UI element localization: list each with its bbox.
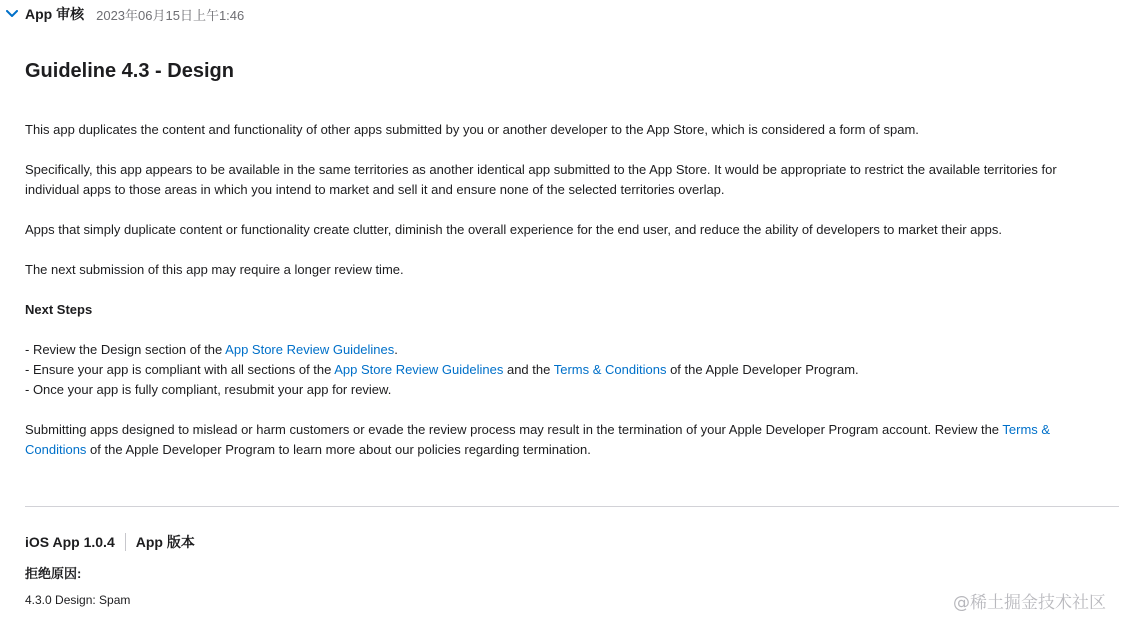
watermark: @稀土掘金技术社区 [953, 593, 1106, 613]
step-3: - Once your app is fully compliant, resubmit your app for review. [25, 382, 392, 397]
review-message [25, 120, 1120, 480]
app-review-header[interactable] [5, 4, 244, 24]
warning-line-2 [25, 440, 1120, 460]
step-2 [25, 360, 1120, 380]
header-date: 2023年06月15日上午1:46 [96, 7, 245, 23]
warning-suffix: of the Apple Developer Program to learn more about our policies regarding termination. [86, 442, 591, 457]
step-2-suffix: of the Apple Developer Program. [666, 362, 859, 377]
terms-conditions-link-2[interactable]: Terms & [1002, 422, 1051, 437]
paragraph-review-time: The next submission of this app may require a longer review time. [25, 262, 404, 277]
page-title: Guideline 4.3 - Design [25, 60, 234, 82]
header-title: App 审核 [25, 6, 85, 22]
next-steps-heading: Next Steps [25, 302, 93, 317]
paragraph-warning [25, 420, 1120, 460]
paragraph-spam: This app duplicates the content and functionality of other apps submitted by you or another developer to the App Store, which is considered a form of spam. [25, 122, 919, 137]
app-store-review-guidelines-link-2[interactable]: App Store Review Guidelines [334, 362, 504, 377]
next-steps-list [25, 340, 1120, 400]
step-2-middle: and the [503, 362, 554, 377]
paragraph-territories-line-1: Specifically, this app appears to be available in the same territories as another identical app submitted to the App Store. It would be appropriate to restrict the available territories for [25, 162, 1057, 177]
app-store-review-guidelines-link[interactable]: App Store Review Guidelines [225, 342, 395, 357]
chevron-down-icon[interactable] [5, 7, 19, 21]
app-version-label: App 版本 [135, 534, 195, 550]
step-1 [25, 340, 1120, 360]
rejection-reason-label: 拒绝原因: [25, 566, 82, 581]
app-version: iOS App 1.0.4 [25, 534, 115, 550]
app-version-row [25, 532, 195, 552]
paragraph-clutter: Apps that simply duplicate content or functionality create clutter, diminish the overall experience for the end user, and reduce the ability of developers to market their apps. [25, 222, 1002, 237]
step-1-suffix: . [394, 342, 398, 357]
section-divider [25, 506, 1119, 507]
rejection-reason-value: 4.3.0 Design: Spam [25, 593, 131, 607]
terms-conditions-link-2-continued[interactable]: Conditions [25, 442, 87, 457]
step-2-prefix: - Ensure your app is compliant with all sections of the [25, 362, 335, 377]
paragraph-territories-line-2: individual apps to those areas in which you intend to market and sell it and ensure none of the selected territories overlap. [25, 182, 725, 197]
paragraph-territories [25, 160, 1120, 200]
version-separator [125, 533, 126, 551]
step-1-prefix: - Review the Design section of the [25, 342, 226, 357]
warning-prefix: Submitting apps designed to mislead or harm customers or evade the review process may result in the termination of your Apple Developer Program account. Review the [25, 422, 1003, 437]
terms-conditions-link[interactable]: Terms & Conditions [553, 362, 667, 377]
warning-line-1 [25, 420, 1120, 440]
